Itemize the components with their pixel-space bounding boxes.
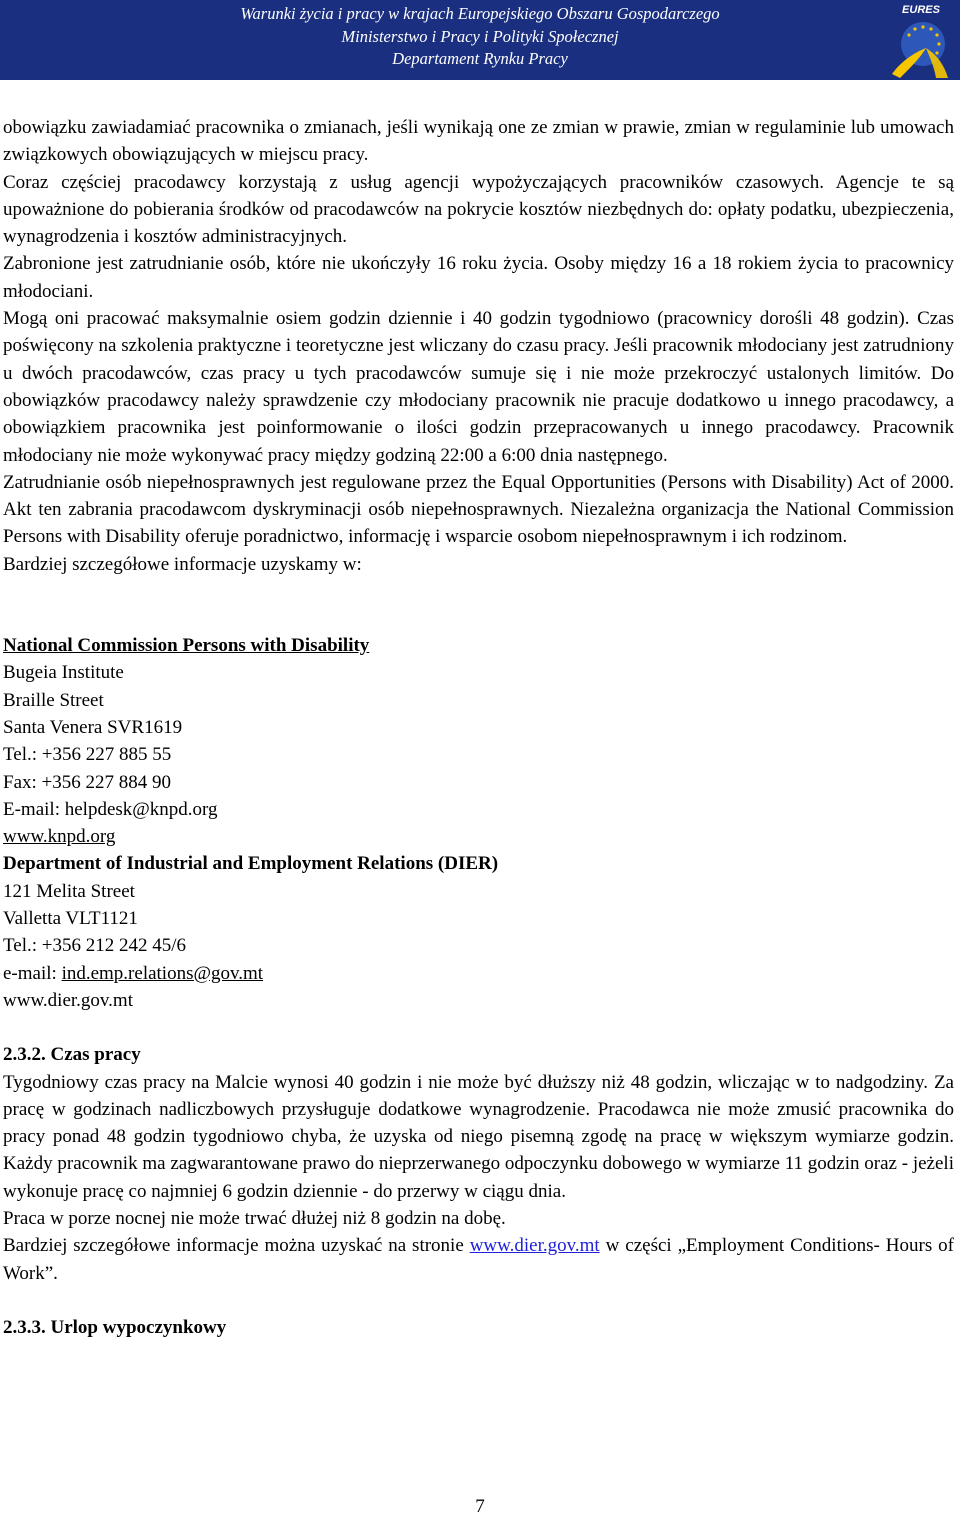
paragraph: Mogą oni pracować maksymalnie osiem godzin dziennie i 40 godzin tygodniowo (pracownicy dorośli 48 godzin). Czas poświęcony na szkolenia praktyczne i teoretyczne jest wliczany do czasu pracy. Jeśli pracownik młodociany jest zatrudniony u dwóch pracodawców, czas pracy u tych pracodawców sumuje się i nie może przekroczyć ustalonych limitów. Do obowiązków pracodawcy należy sprawdzenie czy młodociany pracownik nie pracuje dodatkowo u innego pracodawcy, a obowiązkiem pracownika jest poinformowanie o ilości godzin przepracowanych u innego pracodawcy. Pracownik młodociany nie może wykonywać pracy między godziną 22:00 a 6:00 dnia następnego.: [3, 308, 954, 466]
contact2-email-link[interactable]: ind.emp.relations@gov.mt: [61, 962, 264, 984]
paragraph: Zatrudnianie osób niepełnosprawnych jest regulowane przez the Equal Opportunities (Persons with Disability) Act of 2000. Akt ten zabrania pracodawcom dyskryminacji osób niepełnosprawnych. Niezależna organizacja the National Commission Persons with Disability oferuje poradnictwo, informację i wsparcie osobom niepełnosprawnym i ich rodzinom.: [3, 471, 954, 548]
spacer: [3, 1014, 954, 1041]
section-heading-2-3-2: 2.3.2. Czas pracy: [3, 1044, 141, 1066]
contact2-website: www.dier.gov.mt: [3, 989, 133, 1011]
paragraph: Tygodniowy czas pracy na Malcie wynosi 40 godzin i nie może być dłuższy niż 48 godzin, wliczając w to nadgodziny. Za pracę w godzinach nadliczbowych przysługuje dodatkowe wynagrodzenie. Pracodawca nie może zmusić pracownika do pracy ponad 48 godzin tygodniowo chyba, że uzyska od niego pisemną zgodę na pracę w większym wymiarze godzin. Każdy pracownik ma zagwarantowane prawo do nieprzerwanego odpoczynku dobowego w wymiarze 11 godzin oraz - jeżeli wykonuje pracę co najmniej 6 godzin dziennie - do przerwy w ciągu dnia.: [3, 1071, 954, 1202]
contact1-email: E-mail: helpdesk@knpd.org: [3, 798, 218, 820]
paragraph: [3, 1232, 954, 1287]
contact1-phone: Tel.: +356 227 885 55: [3, 744, 172, 766]
page-header: [0, 0, 960, 80]
paragraph-text: Bardziej szczegółowe informacje można uzyskać na stronie: [3, 1235, 470, 1257]
page-number: 7: [475, 1496, 485, 1517]
spacer: [3, 1287, 954, 1314]
contact2-email-label: e-mail:: [3, 962, 62, 984]
document-body: [3, 114, 954, 1341]
logo-text: EURES: [902, 4, 940, 16]
header-line-2: Ministerstwo i Pracy i Polityki Społecznej: [341, 26, 619, 46]
header-line-3: Departament Rynku Pracy: [392, 49, 568, 68]
contact2-phone: Tel.: +356 212 242 45/6: [3, 935, 187, 957]
contact1-line: Braille Street: [3, 689, 104, 711]
contact1-name: National Commission Persons with Disability: [3, 635, 370, 657]
paragraph: Bardziej szczegółowe informacje uzyskamy w:: [3, 553, 362, 575]
header-line-1: Warunki życia i pracy w krajach Europejskiego Obszaru Gospodarczego: [240, 4, 720, 23]
contact2-line: 121 Melita Street: [3, 880, 135, 902]
dier-website-link[interactable]: www.dier.gov.mt: [469, 1235, 600, 1257]
contact1-line: Santa Venera SVR1619: [3, 716, 183, 738]
contact2-email-row: [3, 960, 954, 987]
paragraph: Coraz częściej pracodawcy korzystają z usług agencji wypożyczających pracowników czasowych. Agencje te są upoważnione do pobierania środków od pracodawców na pokrycie kosztów niezbędnych do: opłaty podatku, ubezpieczenia, wynagrodzenia i kosztów administracyjnych.: [3, 171, 954, 248]
contact1-fax: Fax: +356 227 884 90: [3, 771, 171, 793]
paragraph: Praca w porze nocnej nie może trwać dłużej niż 8 godzin na dobę.: [3, 1207, 506, 1229]
spacer: [3, 578, 954, 632]
eures-logo: [886, 0, 956, 80]
header-text: [150, 3, 810, 71]
contact1-line: Bugeia Institute: [3, 662, 124, 684]
paragraph-text: w części „Employment Conditions- Hours of Work”.: [3, 1235, 954, 1284]
paragraph: Zabronione jest zatrudnianie osób, które nie ukończyły 16 roku życia. Osoby między 16 a 18 rokiem życia to pracownicy młodociani.: [3, 253, 954, 302]
paragraph: obowiązku zawiadamiać pracownika o zmianach, jeśli wynikają one ze zmian w prawie, zmian w regulaminie lub umowach związkowych obowiązujących w miejscu pracy.: [3, 117, 954, 166]
contact2-name: Department of Industrial and Employment Relations (DIER): [3, 853, 499, 875]
contact2-line: Valletta VLT1121: [3, 908, 138, 930]
section-heading-2-3-3: 2.3.3. Urlop wypoczynkowy: [3, 1316, 227, 1338]
contact1-website-link[interactable]: www.knpd.org: [3, 826, 116, 848]
